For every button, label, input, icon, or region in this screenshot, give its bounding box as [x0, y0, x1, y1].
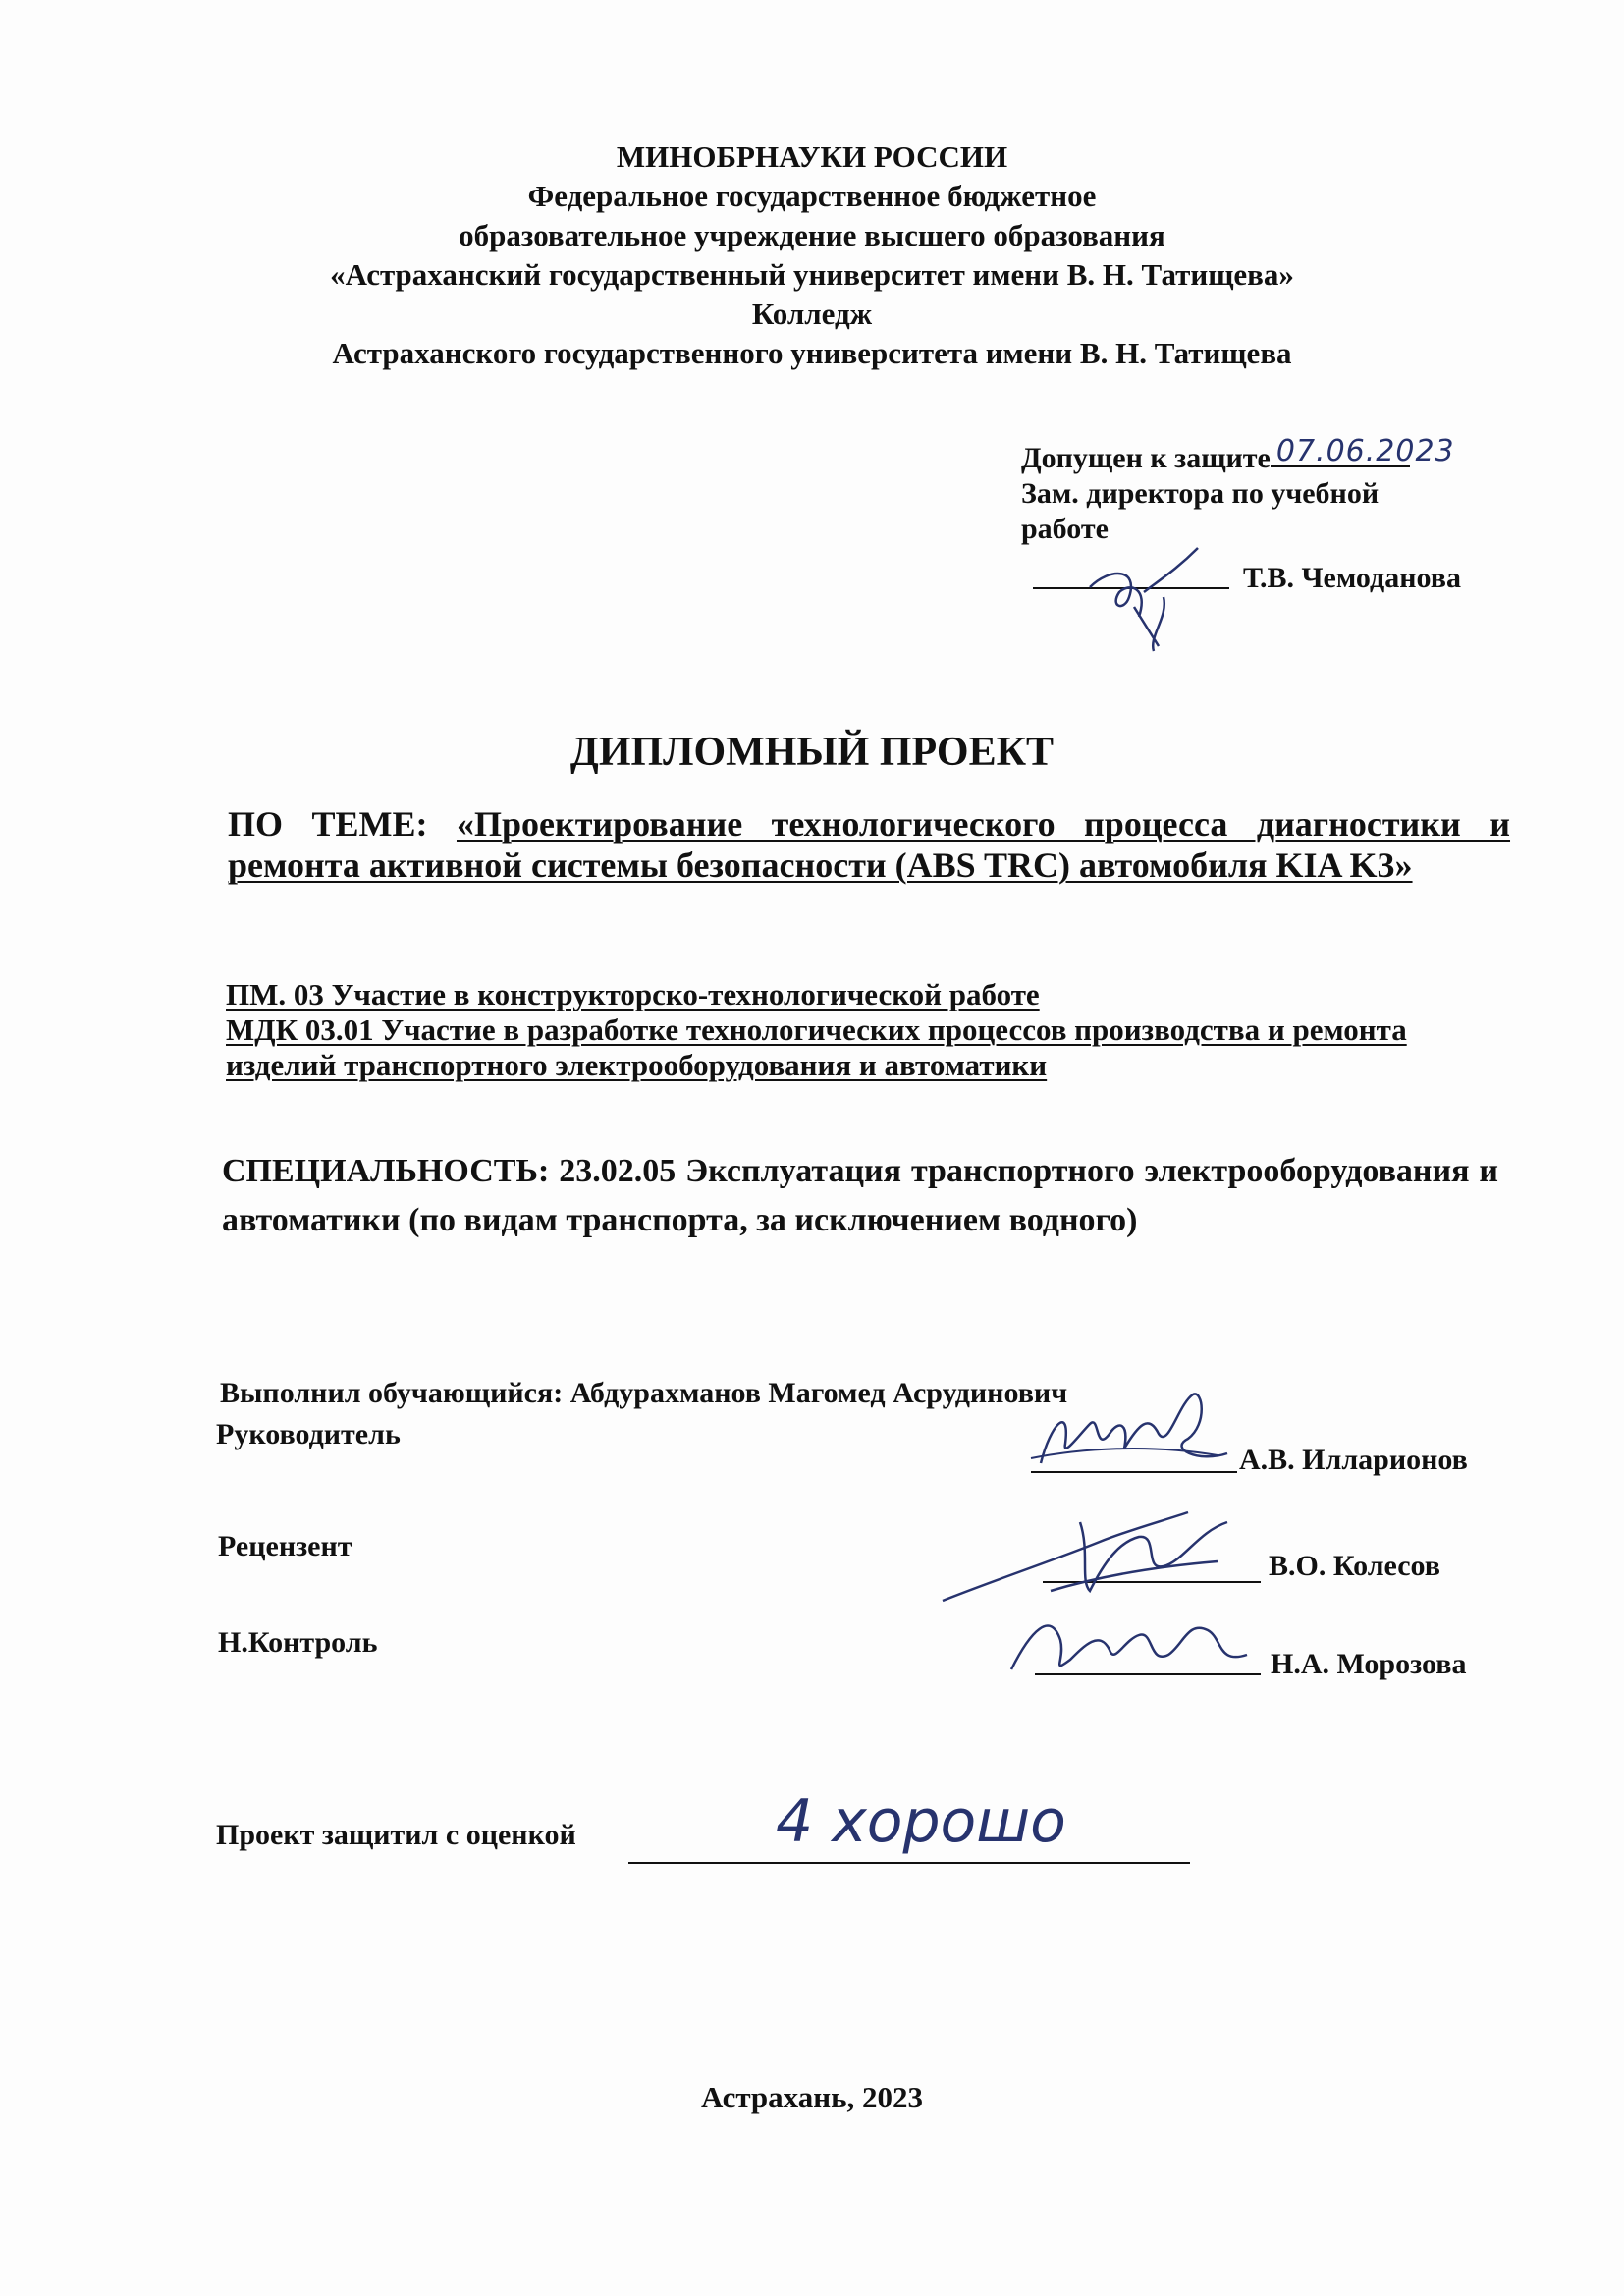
institution-header: [0, 137, 1624, 373]
position-line-1: Зам. директора по учебной: [1021, 477, 1380, 510]
university-name: «Астраханский государственный университет имени В. Н. Татищева»: [330, 257, 1294, 292]
theme-block: [228, 803, 1510, 886]
position-line-2: работе: [1021, 513, 1109, 545]
supervisor-name: А.В. Илларионов: [1239, 1444, 1468, 1476]
student-row: [220, 1377, 1067, 1410]
director-name: Т.В. Чемоданова: [1243, 562, 1461, 594]
theme-text: «Проектирование технологического процесса диагностики и ремонта активной системы безопасности (ABS TRC) автомобиля KIA K3»: [228, 804, 1511, 885]
pm-line: ПМ. 03 Участие в конструкторско-технологической работе: [226, 977, 1040, 1011]
grade-handwritten: 4 хорошо: [776, 1787, 1066, 1856]
document-title: ДИПЛОМНЫЙ ПРОЕКТ: [569, 730, 1055, 775]
college-university-line: Астраханского государственного университета имени В. Н. Татищева: [332, 336, 1292, 370]
specialty-label: СПЕЦИАЛЬНОСТЬ:: [222, 1153, 550, 1189]
reviewer-name: В.О. Колесов: [1269, 1550, 1440, 1582]
supervisor-signature: [1021, 1365, 1257, 1483]
specialty-block: [222, 1147, 1498, 1245]
supervisor-label: Руководитель: [216, 1418, 401, 1450]
theme-label: ПО ТЕМЕ:: [228, 804, 428, 844]
director-signature: [1070, 538, 1227, 656]
admitted-label: Допущен к защите: [1021, 442, 1271, 474]
norm-name: Н.А. Морозова: [1271, 1648, 1467, 1680]
norm-label: Н.Контроль: [218, 1626, 378, 1659]
norm-signature: [992, 1581, 1267, 1689]
ministry-line: МИНОБРНАУКИ РОССИИ: [616, 139, 1008, 174]
grade-label: Проект защитил с оценкой: [216, 1819, 576, 1851]
college-line: Колледж: [751, 297, 873, 331]
student-label: Выполнил обучающийся:: [220, 1377, 564, 1409]
header-line-2: Федеральное государственное бюджетное: [527, 179, 1097, 213]
admitted-date-handwritten: 07.06.2023: [1275, 434, 1455, 468]
grade-line: [628, 1862, 1190, 1864]
mdk-line-2: изделий транспортного электрооборудования и автоматики: [226, 1048, 1048, 1082]
admitted-date-field: [1271, 434, 1455, 468]
reviewer-label: Рецензент: [218, 1530, 352, 1562]
mdk-line-1: МДК 03.01 Участие в разработке технологических процессов производства и ремонта: [226, 1012, 1407, 1047]
module-block: [226, 977, 1522, 1083]
header-line-3: образовательное учреждение высшего образования: [459, 218, 1165, 252]
approval-block: [1021, 434, 1532, 547]
specialty-text: 23.02.05 Эксплуатация транспортного электрооборудования и автоматики (по видам транспорта, за исключением водного): [222, 1153, 1499, 1238]
city-year: Астрахань, 2023: [700, 2080, 924, 2114]
student-name: Абдурахманов Магомед Асрудинович: [569, 1377, 1068, 1409]
